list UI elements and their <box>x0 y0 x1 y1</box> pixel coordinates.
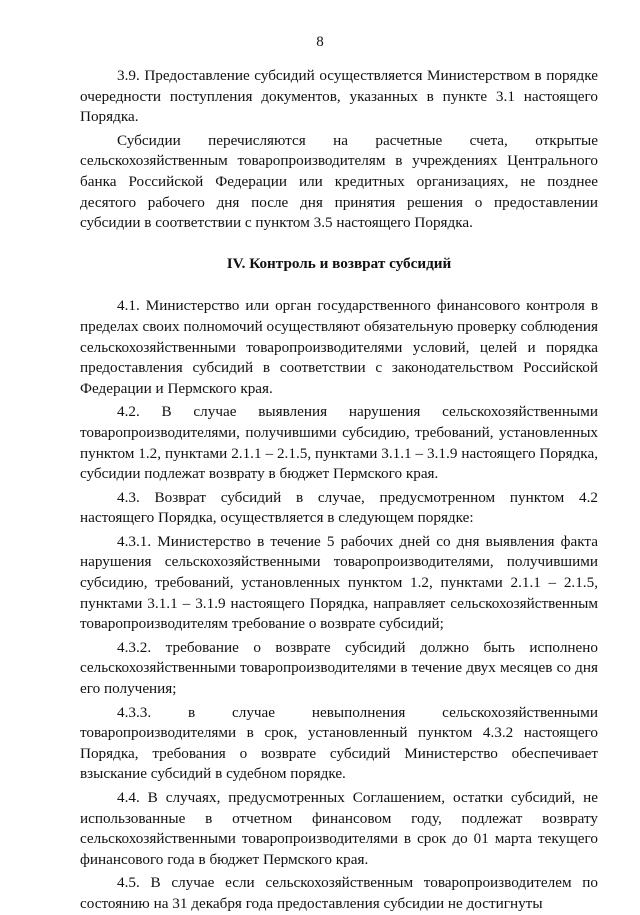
page-number: 8 <box>316 34 324 50</box>
paragraph-4-3-3: 4.3.3. в случае невыполнения сельскохозяйственными товаропроизводителями в срок, установленный пунктом 4.3.2 настоящего Порядка, требования о возврате субсидий Министерство обеспечивает взыскание субсидий в судебном порядке. <box>80 703 598 783</box>
section-heading: IV. Контроль и возврат субсидий <box>226 254 452 272</box>
paragraph-4-2: 4.2. В случае выявления нарушения сельскохозяйственными товаропроизводителями, получившими субсидию, требований, установленных пунктом 1.2, пунктами 2.1.1 – 2.1.5, пунктами 3.1.1 – 3.1.9 настоящего Порядка, субсидии подлежат возврату в бюджет Пермского края. <box>80 403 598 483</box>
paragraph-4-3-2: 4.3.2. требование о возврате субсидий должно быть исполнено сельскохозяйственными товаропроизводителями в течение двух месяцев со дня его получения; <box>80 638 598 698</box>
paragraph-4-3-1: 4.3.1. Министерство в течение 5 рабочих дней со дня выявления факта нарушения сельскохозяйственными товаропроизводителями, получившими субсидию, требований, установленных пунктом 1.2, пунктами 2.1.1 – 2.1.5, пунктами 3.1.1 – 3.1.9 настоящего Порядка, направляет сельскохозяйственным товаропроизводителям требование о возврате субсидий; <box>80 532 598 633</box>
paragraph-4-5: 4.5. В случае если сельскохозяйственным товаропроизводителем по состоянию на 31 декабря года предоставления субсидии не достигнуты <box>80 874 598 912</box>
paragraph-4-3: 4.3. Возврат субсидий в случае, предусмотренном пунктом 4.2 настоящего Порядка, осуществляется в следующем порядке: <box>80 488 598 527</box>
document-body <box>80 66 598 915</box>
paragraph-3-9: 3.9. Предоставление субсидий осуществляется Министерством в порядке очередности поступления документов, указанных в пункте 3.1 настоящего Порядка. <box>80 67 598 126</box>
paragraph-4-4: 4.4. В случаях, предусмотренных Соглашением, остатки субсидий, не использованные в отчетном финансовом году, подлежат возврату сельскохозяйственными товаропроизводителями в срок до 01 марта текущего финансового года в бюджет Пермского края. <box>80 789 598 868</box>
paragraph-4-1: 4.1. Министерство или орган государственного финансового контроля в пределах своих полномочий осуществляют обязательную проверку соблюдения сельскохозяйственными товаропроизводителями условий, целей и порядка предоставления субсидий в соответствии с законодательством Российской Федерации и Пермского края. <box>80 297 598 397</box>
paragraph-subsidies-transfer: Субсидии перечисляются на расчетные счета, открытые сельскохозяйственным товаропроизводителям в учреждениях Центрального банка Российской Федерации или кредитных организациях, не позднее десятого рабочего дня после дня принятия решения о предоставлении субсидии в соответствии с пунктом 3.5 настоящего Порядка. <box>80 131 598 232</box>
